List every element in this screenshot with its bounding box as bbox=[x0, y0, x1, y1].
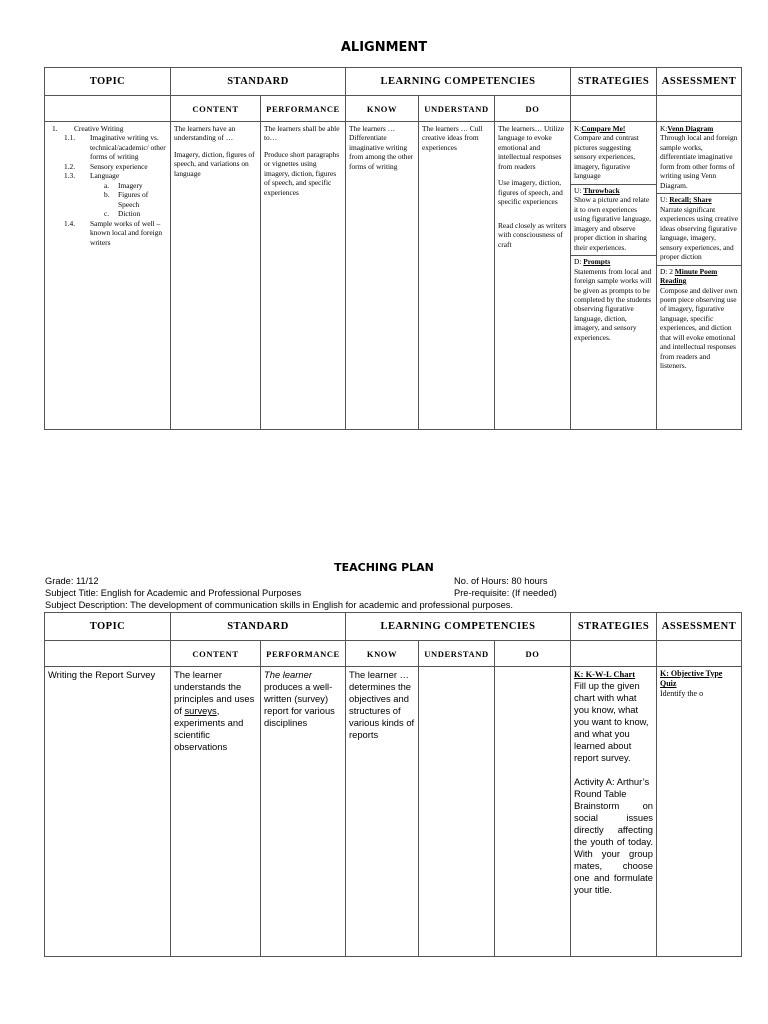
tp-strategies-header: STRATEGIES bbox=[571, 613, 657, 641]
know-cell: The learners … Differentiate imaginative writing from among the other forms of writing bbox=[346, 122, 419, 430]
assessment-k bbox=[660, 124, 738, 190]
strategy-u bbox=[571, 184, 656, 252]
content-text: Imagery, diction, figures of speech, and variations on language bbox=[174, 149, 255, 178]
tp-topic-subheader-empty bbox=[45, 641, 171, 667]
strategies-subheader-empty bbox=[571, 96, 657, 122]
content-subheader: CONTENT bbox=[171, 96, 261, 122]
topic-text: Imaginative writing vs. technical/academic/ other forms of writing bbox=[90, 133, 166, 162]
tp-content-surveys: surveys bbox=[184, 705, 217, 717]
understand-subheader: UNDERSTAND bbox=[419, 96, 495, 122]
tp-strategies-cell bbox=[571, 667, 657, 957]
strategy-text: Statements from local and foreign sample works will be given as prompts to be completed by the students observing figurative language, diction, imagery, and sensory experiences. bbox=[574, 266, 652, 342]
strategy-text: Show a picture and relate it to own experiences using figurative language, imagery and observe proper diction in sharing their experiences. bbox=[574, 195, 651, 252]
subject-description: Subject Description: The development of communication skills in English for academic and professional purposes. bbox=[45, 600, 514, 610]
standard-header: STANDARD bbox=[171, 68, 346, 96]
topic-header: TOPIC bbox=[45, 68, 171, 96]
topic-num: 1.4. bbox=[64, 218, 76, 228]
assessment-subheader-empty bbox=[657, 96, 742, 122]
strategy-prefix: U: bbox=[574, 185, 582, 195]
do-text-3: Read closely as writers with consciousness of craft bbox=[498, 220, 567, 249]
strategy-prefix: D: bbox=[574, 257, 582, 267]
grade-label: Grade: 11/12 bbox=[45, 576, 99, 586]
tp-strategies-subheader-empty bbox=[571, 641, 657, 667]
tp-content-text-end: , experiments and scientific observations bbox=[174, 705, 244, 753]
alignment-table bbox=[44, 67, 742, 430]
topic-num: 1.2. bbox=[64, 161, 76, 171]
strategy-d bbox=[571, 255, 656, 342]
assessment-name: Venn Diagram bbox=[667, 124, 714, 133]
tp-competencies-header: LEARNING COMPETENCIES bbox=[346, 613, 571, 641]
tp-know-cell: The learner … determines the objectives and structures of various kinds of reports bbox=[346, 667, 419, 957]
topic-text: Sensory experience bbox=[90, 161, 148, 171]
do-subheader: DO bbox=[495, 96, 571, 122]
understand-cell: The learners … Cull creative ideas from experiences bbox=[419, 122, 495, 430]
topic-text: Sample works of well – known local and foreign writers bbox=[90, 218, 163, 247]
assessment-cell bbox=[657, 122, 742, 430]
tp-standard-header: STANDARD bbox=[171, 613, 346, 641]
subject-title-label: Subject Title: English for Academic and Professional Purposes bbox=[45, 588, 302, 598]
performance-intro: The learners shall be able to… bbox=[264, 124, 340, 143]
tp-topic-header: TOPIC bbox=[45, 613, 171, 641]
topic-subheader-empty bbox=[45, 96, 171, 122]
strategy-name: Compare Me! bbox=[581, 124, 626, 133]
tp-content-cell bbox=[171, 667, 261, 957]
strategy-name: Throwback bbox=[583, 185, 620, 195]
assessment-prefix: U: bbox=[660, 195, 668, 205]
assessment-text: Compose and deliver own poem piece observing use of imagery, figurative language, specific experiences, and diction that will evoke emotional and intellectual responses from readers and listeners. bbox=[660, 285, 738, 371]
prerequisite-label: Pre-requisite: (If needed) bbox=[454, 588, 557, 598]
performance-text: Produce short paragraphs or vignettes using imagery, diction, figures of speech, and specific experiences bbox=[264, 149, 340, 197]
assessment-header: ASSESSMENT bbox=[657, 68, 742, 96]
know-subheader: KNOW bbox=[346, 96, 419, 122]
do-text-2: Use imagery, diction, figures of speech, and specific experiences bbox=[498, 178, 563, 207]
tp-performance-subheader: PERFORMANCE bbox=[261, 641, 346, 667]
topic-text: Figures of Speech bbox=[118, 190, 149, 209]
topic-num: 1.3. bbox=[64, 171, 76, 181]
tp-assessment-text: Identify the o bbox=[660, 689, 704, 699]
do-cell bbox=[495, 122, 571, 430]
assessment-text: Through local and foreign sample works, differentiate imaginative form from other forms of writing using Venn Diagram. bbox=[660, 133, 738, 190]
strategy-prefix: K: bbox=[574, 124, 582, 133]
assessment-prefix: D: 2 bbox=[660, 266, 673, 276]
strategy-k bbox=[574, 124, 653, 181]
topic-text: Language bbox=[90, 171, 120, 181]
tp-know-subheader: KNOW bbox=[346, 641, 419, 667]
assessment-name: Recall; Share bbox=[669, 195, 712, 205]
strategy-text: Compare and contrast pictures suggesting sensory experiences, imagery, figurative language bbox=[574, 133, 639, 181]
assessment-prefix: K: bbox=[660, 124, 668, 133]
tp-assessment-header: ASSESSMENT bbox=[657, 613, 742, 641]
tp-activity-text: Brainstorm on social issues directly affecting the youth of today. With your group mates, choose one and formulate your title. bbox=[574, 800, 653, 896]
topic-num: b. bbox=[104, 190, 110, 200]
performance-cell bbox=[261, 122, 346, 430]
teaching-plan-table bbox=[44, 612, 742, 957]
assessment-d bbox=[657, 265, 741, 371]
topic-num: c. bbox=[104, 209, 110, 219]
content-intro: The learners have an understanding of … bbox=[174, 124, 236, 143]
topic-text: Diction bbox=[118, 209, 141, 219]
strategies-cell bbox=[571, 122, 657, 430]
tp-strategy-title: K: K-W-L Chart bbox=[574, 669, 636, 679]
topic-num: 1.1. bbox=[64, 133, 76, 143]
tp-performance-italic: The learner bbox=[264, 669, 312, 680]
tp-assessment-cell bbox=[657, 667, 742, 957]
tp-topic-cell: Writing the Report Survey bbox=[45, 667, 171, 957]
topic-text: Creative Writing bbox=[74, 124, 124, 133]
tp-content-subheader: CONTENT bbox=[171, 641, 261, 667]
topic-num: a. bbox=[104, 180, 110, 190]
assessment-name: Minute Poem Reading bbox=[660, 266, 718, 286]
topic-text: Imagery bbox=[118, 180, 143, 190]
tp-content-text: The learner understands the principles and uses of bbox=[174, 669, 255, 717]
content-cell bbox=[171, 122, 261, 430]
topic-cell bbox=[45, 122, 171, 430]
tp-activity-title: Activity A: Arthur’s Round Table bbox=[574, 776, 650, 800]
tp-do-subheader: DO bbox=[495, 641, 571, 667]
tp-understand-cell bbox=[419, 667, 495, 957]
tp-performance-cell bbox=[261, 667, 346, 957]
performance-subheader: PERFORMANCE bbox=[261, 96, 346, 122]
assessment-text: Narrate significant experiences using creative ideas observing figurative language, imagery, sensory experiences, and proper diction bbox=[660, 204, 738, 262]
strategy-name: Prompts bbox=[583, 257, 611, 267]
tp-strategy-text: Fill up the given chart with what you know, what you want to know, and what you learned about report survey. bbox=[574, 679, 649, 764]
competencies-header: LEARNING COMPETENCIES bbox=[346, 68, 571, 96]
assessment-u bbox=[657, 193, 741, 261]
hours-label: No. of Hours: 80 hours bbox=[454, 576, 548, 586]
tp-assessment-title: K: Objective Type Quiz bbox=[660, 669, 723, 689]
alignment-title: ALIGNMENT bbox=[340, 40, 428, 55]
tp-assessment-subheader-empty bbox=[657, 641, 742, 667]
strategies-header: STRATEGIES bbox=[571, 68, 657, 96]
tp-understand-subheader: UNDERSTAND bbox=[419, 641, 495, 667]
tp-do-cell bbox=[495, 667, 571, 957]
do-text-1: The learners… Utilize language to evoke emotional and intellectual responses from readers bbox=[498, 124, 565, 171]
tp-performance-text: produces a well-written (survey) report for various disciplines bbox=[264, 681, 335, 729]
teaching-plan-title: TEACHING PLAN bbox=[334, 561, 434, 574]
topic-num: 1. bbox=[52, 124, 58, 133]
